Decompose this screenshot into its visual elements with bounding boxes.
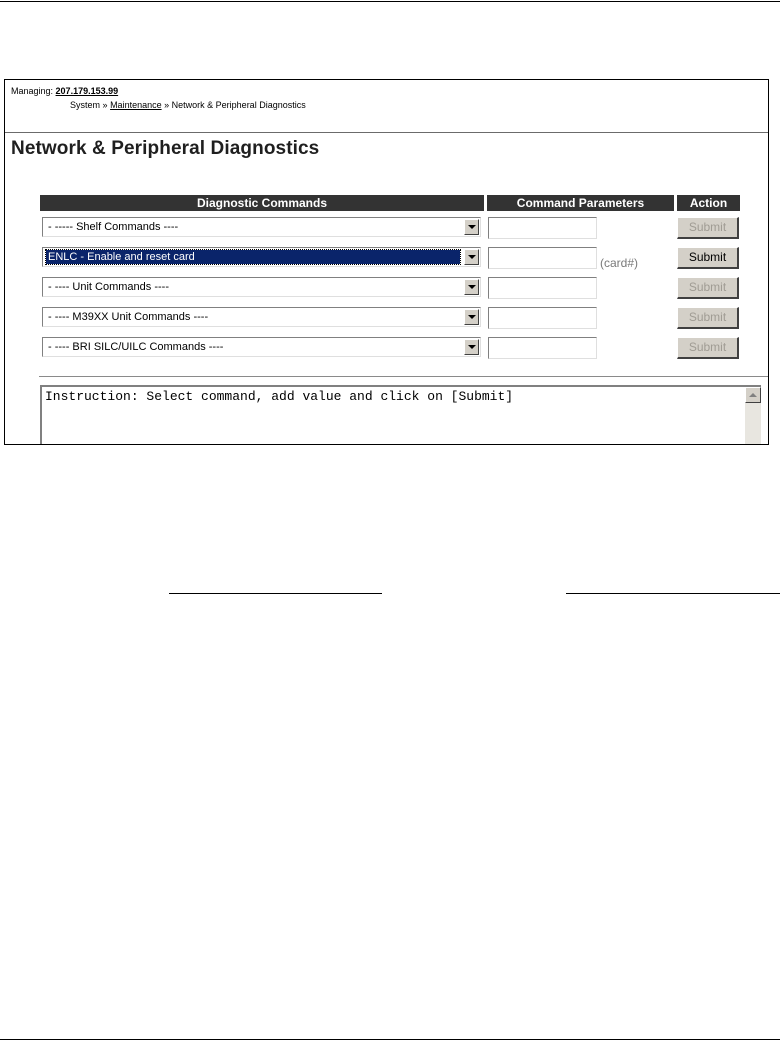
submit-button[interactable]: Submit (677, 217, 739, 239)
table-divider (39, 376, 768, 377)
page-top-rule (0, 1, 780, 2)
command-parameter-input[interactable] (488, 247, 597, 269)
instruction-textarea[interactable] (40, 385, 761, 445)
table-row (5, 247, 768, 271)
diagnostics-screenshot-frame (4, 79, 769, 445)
chevron-down-icon[interactable] (464, 219, 479, 235)
page-title: Network & Peripheral Diagnostics (11, 138, 320, 159)
table-row (5, 307, 768, 331)
m39xx-unit-commands-select[interactable] (42, 307, 481, 327)
column-header-action: Action (677, 195, 740, 211)
breadcrumb-separator: » (102, 100, 108, 110)
breadcrumb (70, 100, 306, 111)
chevron-down-icon[interactable] (464, 309, 479, 325)
command-parameter-input[interactable] (488, 277, 597, 299)
select-value: ENLC - Enable and reset card (46, 250, 460, 264)
submit-button[interactable]: Submit (677, 337, 739, 359)
instruction-text: Instruction: Select command, add value and click on [Submit] (45, 389, 514, 404)
table-row (5, 337, 768, 361)
select-value: - ---- M39XX Unit Commands ---- (48, 311, 209, 323)
breadcrumb-current: Network & Peripheral Diagnostics (171, 100, 306, 110)
select-value: - ----- Shelf Commands ---- (48, 221, 179, 233)
command-parameter-input[interactable] (488, 337, 597, 359)
shelf-commands-select[interactable] (42, 217, 481, 237)
page-bottom-rule (0, 1039, 780, 1040)
enlc-command-select[interactable] (42, 247, 481, 267)
vertical-scrollbar[interactable] (745, 387, 761, 445)
chevron-down-icon[interactable] (464, 339, 479, 355)
submit-button[interactable]: Submit (677, 277, 739, 299)
chevron-down-icon[interactable] (464, 279, 479, 295)
signature-line-right (566, 593, 780, 594)
submit-button[interactable]: Submit (677, 247, 739, 269)
column-header-diagnostic-commands: Diagnostic Commands (40, 195, 484, 211)
breadcrumb-maintenance-link[interactable]: Maintenance (110, 100, 162, 110)
select-value: - ---- Unit Commands ---- (48, 281, 169, 293)
select-value: - ---- BRI SILC/UILC Commands ---- (48, 341, 224, 353)
managing-ip-link[interactable]: 207.179.153.99 (55, 86, 119, 96)
command-parameter-input[interactable] (488, 307, 597, 329)
parameter-hint: (card#) (600, 256, 639, 270)
managing-line (11, 86, 118, 97)
breadcrumb-separator: » (164, 100, 170, 110)
breadcrumb-system: System (70, 100, 101, 110)
table-row (5, 217, 768, 241)
signature-line-left (169, 593, 382, 594)
unit-commands-select[interactable] (42, 277, 481, 297)
scroll-up-icon[interactable] (745, 387, 761, 403)
submit-button[interactable]: Submit (677, 307, 739, 329)
managing-label: Managing: (11, 86, 54, 96)
chevron-down-icon[interactable] (464, 249, 479, 265)
bri-silc-uilc-commands-select[interactable] (42, 337, 481, 357)
table-row (5, 277, 768, 301)
column-header-command-parameters: Command Parameters (487, 195, 674, 211)
header-divider (5, 132, 768, 133)
command-parameter-input[interactable] (488, 217, 597, 239)
